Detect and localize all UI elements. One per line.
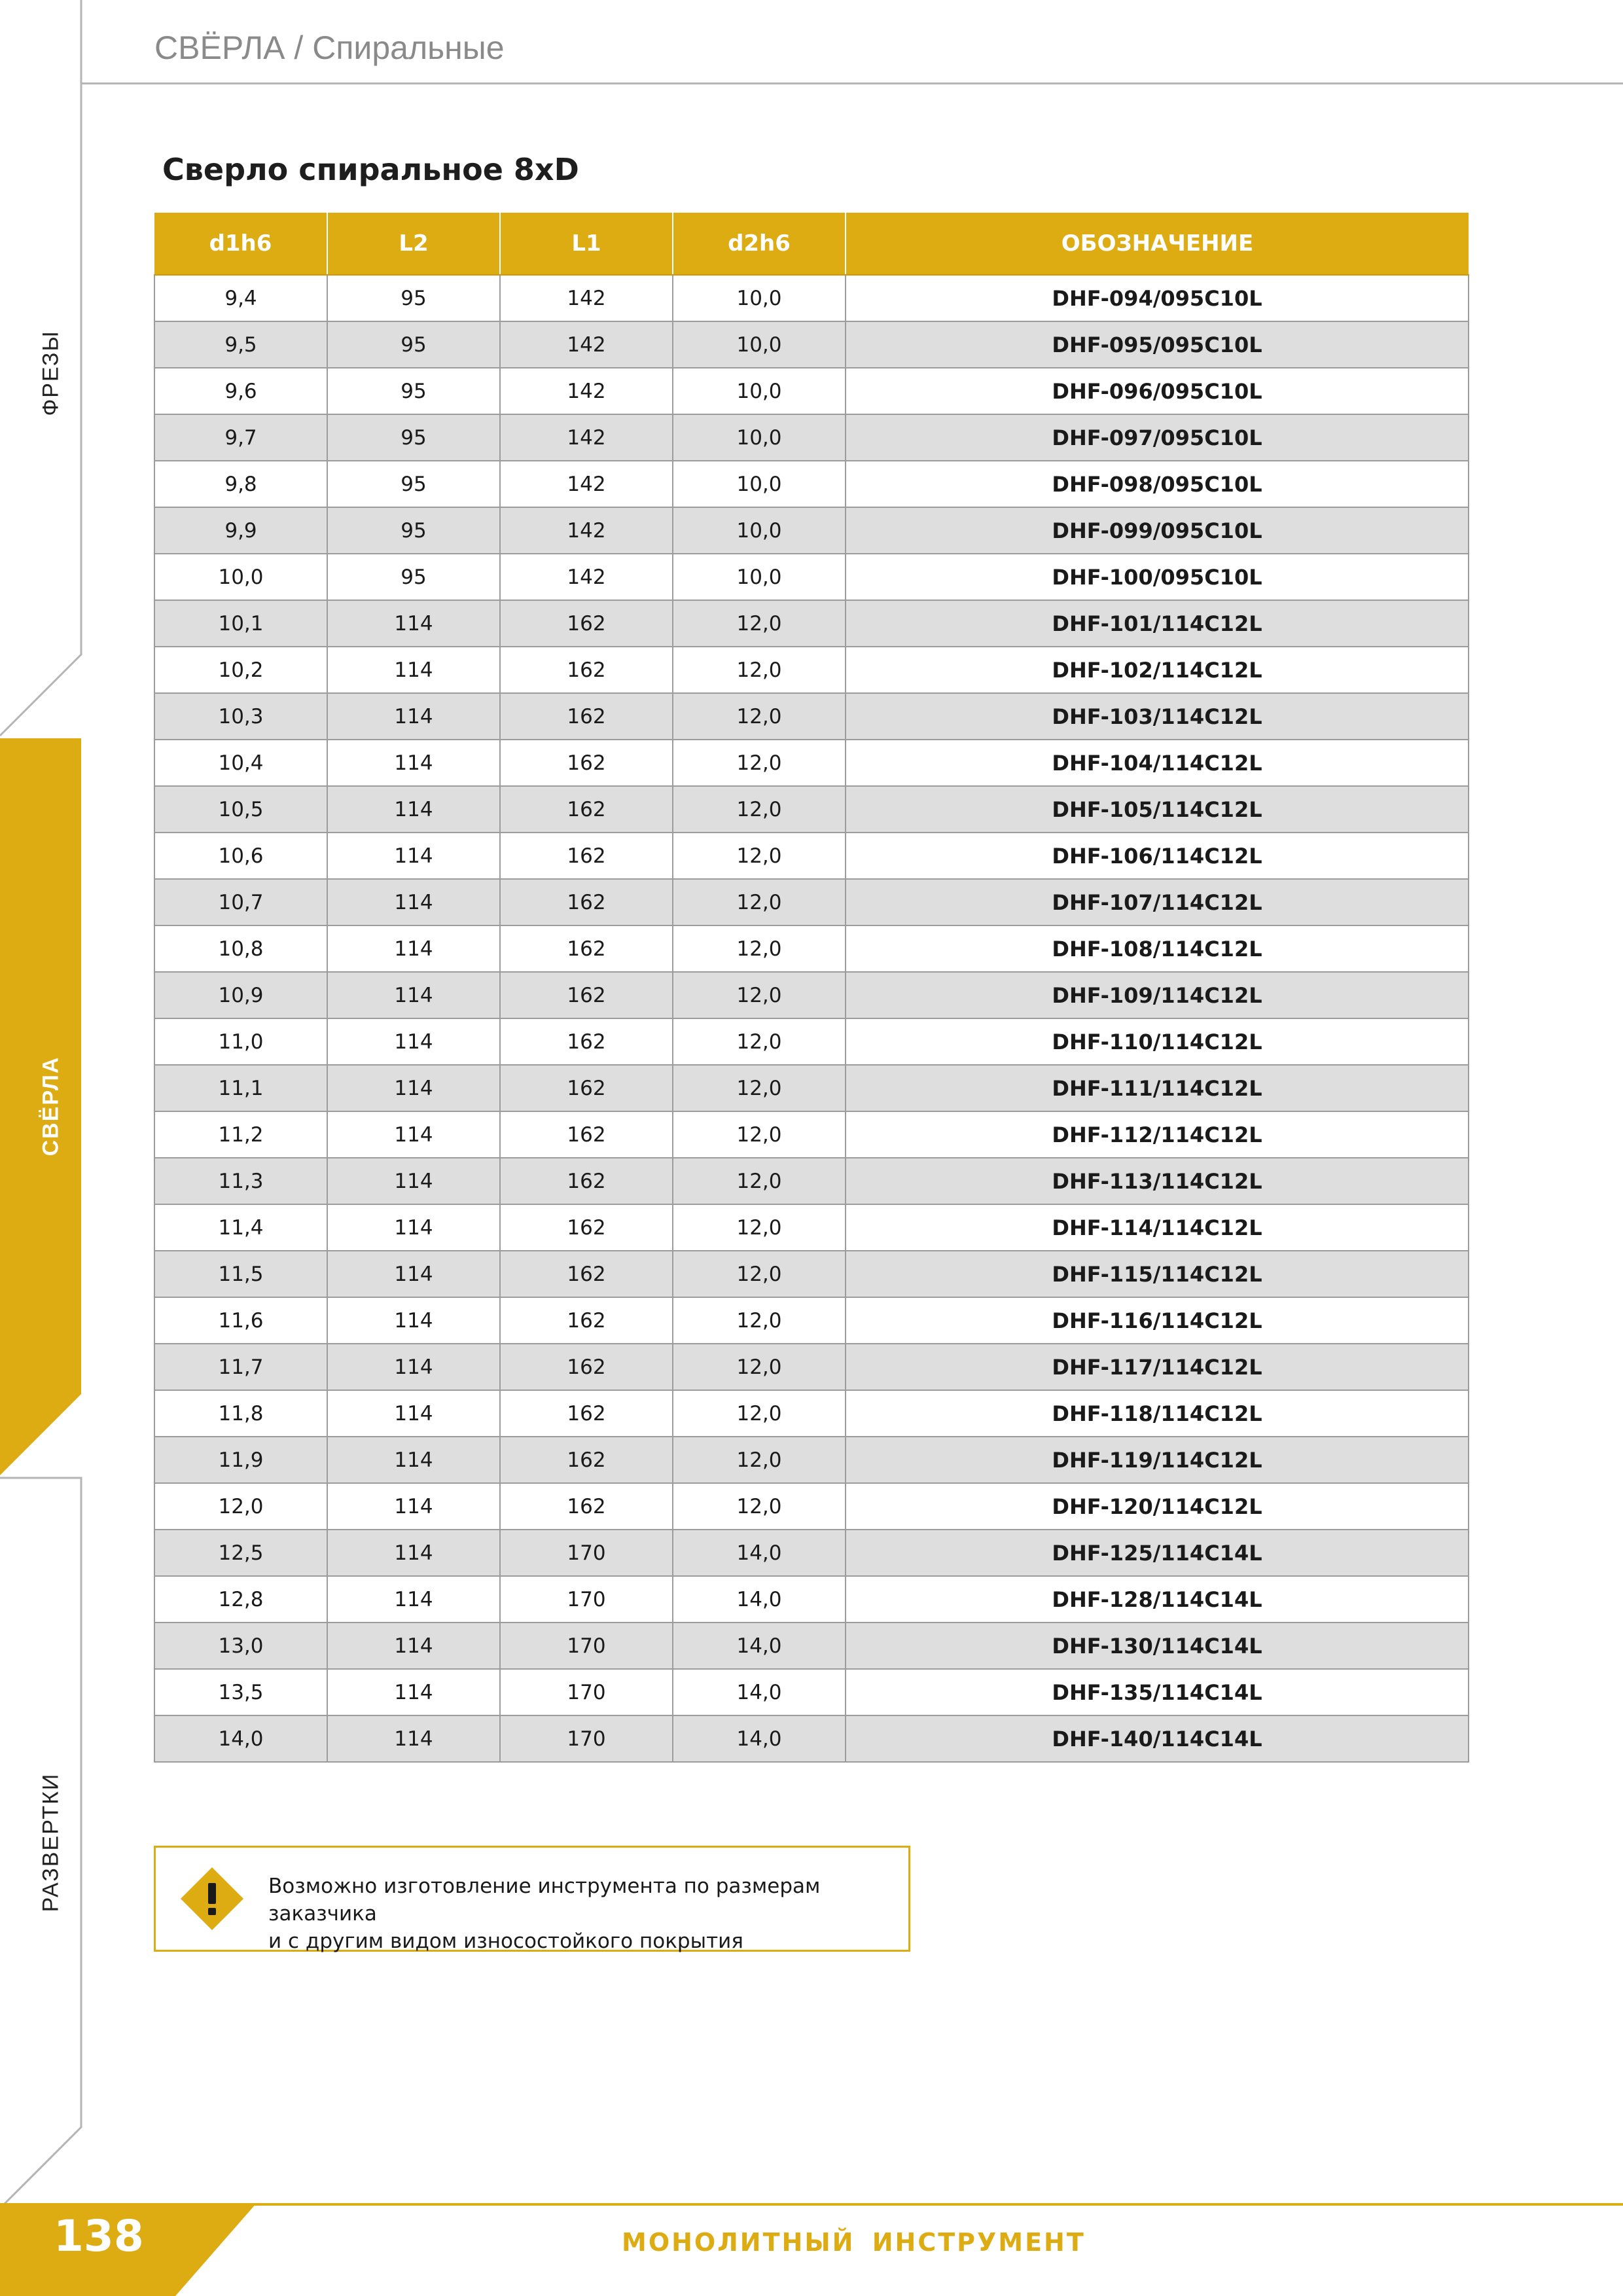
cell-l2: 114 xyxy=(327,1111,500,1158)
cell-l2: 114 xyxy=(327,786,500,833)
cell-d1h6: 11,8 xyxy=(154,1390,327,1437)
cell-l2: 114 xyxy=(327,1715,500,1762)
cell-designation: DHF-110/114C12L xyxy=(846,1018,1469,1065)
cell-designation: DHF-097/095C10L xyxy=(846,414,1469,461)
cell-d1h6: 13,5 xyxy=(154,1669,327,1715)
cell-l2: 114 xyxy=(327,1251,500,1297)
cell-l1: 162 xyxy=(500,1158,673,1204)
note-text xyxy=(268,1873,908,1955)
cell-d2h6: 14,0 xyxy=(673,1715,846,1762)
table-header-row xyxy=(154,213,1469,275)
cell-d1h6: 10,1 xyxy=(154,600,327,647)
cell-designation: DHF-120/114C12L xyxy=(846,1483,1469,1530)
cell-d1h6: 9,4 xyxy=(154,275,327,321)
cell-d2h6: 12,0 xyxy=(673,1018,846,1065)
cell-d1h6: 9,7 xyxy=(154,414,327,461)
table-row xyxy=(154,275,1469,321)
cell-d2h6: 10,0 xyxy=(673,507,846,554)
cell-l1: 162 xyxy=(500,693,673,740)
cell-l2: 114 xyxy=(327,1390,500,1437)
cell-l2: 114 xyxy=(327,1158,500,1204)
cell-d2h6: 12,0 xyxy=(673,786,846,833)
cell-l1: 142 xyxy=(500,275,673,321)
cell-d2h6: 12,0 xyxy=(673,972,846,1018)
cell-designation: DHF-119/114C12L xyxy=(846,1437,1469,1483)
table-row xyxy=(154,1111,1469,1158)
cell-l1: 162 xyxy=(500,1251,673,1297)
cell-d2h6: 14,0 xyxy=(673,1623,846,1669)
cell-designation: DHF-130/114C14L xyxy=(846,1623,1469,1669)
cell-designation: DHF-108/114C12L xyxy=(846,925,1469,972)
cell-designation: DHF-113/114C12L xyxy=(846,1158,1469,1204)
cell-l1: 162 xyxy=(500,1065,673,1111)
cell-d2h6: 12,0 xyxy=(673,740,846,786)
cell-designation: DHF-104/114C12L xyxy=(846,740,1469,786)
cell-designation: DHF-100/095C10L xyxy=(846,554,1469,600)
table-row xyxy=(154,647,1469,693)
table-row xyxy=(154,1437,1469,1483)
table-row xyxy=(154,1204,1469,1251)
cell-l2: 114 xyxy=(327,1297,500,1344)
cell-designation: DHF-094/095C10L xyxy=(846,275,1469,321)
side-tab-label: РАЗВЕРТКИ xyxy=(38,1772,63,1912)
cell-d1h6: 10,9 xyxy=(154,972,327,1018)
cell-d1h6: 11,6 xyxy=(154,1297,327,1344)
page-number: 138 xyxy=(54,2211,144,2261)
cell-l2: 114 xyxy=(327,600,500,647)
cell-d2h6: 14,0 xyxy=(673,1576,846,1623)
side-tab-label: СВЁРЛА xyxy=(38,1056,63,1157)
cell-d2h6: 12,0 xyxy=(673,879,846,925)
cell-designation: DHF-101/114C12L xyxy=(846,600,1469,647)
cell-l1: 162 xyxy=(500,647,673,693)
cell-designation: DHF-140/114C14L xyxy=(846,1715,1469,1762)
cell-d2h6: 12,0 xyxy=(673,1158,846,1204)
table-row xyxy=(154,600,1469,647)
table-row xyxy=(154,1158,1469,1204)
cell-l2: 95 xyxy=(327,275,500,321)
cell-d2h6: 12,0 xyxy=(673,833,846,879)
cell-d1h6: 11,9 xyxy=(154,1437,327,1483)
table-row xyxy=(154,1715,1469,1762)
cell-l2: 114 xyxy=(327,1018,500,1065)
footer-brand: МОНОЛИТНЫЙ ИНСТРУМЕНТ xyxy=(622,2228,1086,2257)
cell-l2: 114 xyxy=(327,1065,500,1111)
table-row xyxy=(154,1576,1469,1623)
table-row xyxy=(154,414,1469,461)
cell-d1h6: 12,0 xyxy=(154,1483,327,1530)
cell-l1: 162 xyxy=(500,1111,673,1158)
cell-d2h6: 10,0 xyxy=(673,321,846,368)
cell-d1h6: 11,1 xyxy=(154,1065,327,1111)
cell-l2: 95 xyxy=(327,507,500,554)
cell-l1: 162 xyxy=(500,1297,673,1344)
cell-designation: DHF-112/114C12L xyxy=(846,1111,1469,1158)
note-line-2: и с другим видом износостойкого покрытия xyxy=(268,1929,743,1953)
cell-d1h6: 10,3 xyxy=(154,693,327,740)
cell-l2: 114 xyxy=(327,833,500,879)
cell-l2: 114 xyxy=(327,693,500,740)
cell-d2h6: 12,0 xyxy=(673,1390,846,1437)
cell-d1h6: 9,5 xyxy=(154,321,327,368)
cell-l2: 95 xyxy=(327,321,500,368)
column-header-l2: L2 xyxy=(327,213,500,275)
table-row xyxy=(154,1018,1469,1065)
cell-d2h6: 12,0 xyxy=(673,1111,846,1158)
cell-l1: 162 xyxy=(500,972,673,1018)
table-row xyxy=(154,879,1469,925)
cell-l1: 162 xyxy=(500,600,673,647)
warning-icon xyxy=(179,1866,245,1931)
cell-designation: DHF-095/095C10L xyxy=(846,321,1469,368)
table-row xyxy=(154,554,1469,600)
cell-l2: 114 xyxy=(327,972,500,1018)
cell-l1: 162 xyxy=(500,1018,673,1065)
cell-designation: DHF-102/114C12L xyxy=(846,647,1469,693)
cell-l2: 114 xyxy=(327,1623,500,1669)
cell-d2h6: 12,0 xyxy=(673,1204,846,1251)
table-row xyxy=(154,368,1469,414)
cell-d1h6: 12,5 xyxy=(154,1530,327,1576)
cell-l2: 95 xyxy=(327,414,500,461)
custom-order-note xyxy=(154,1846,910,1952)
cell-d2h6: 14,0 xyxy=(673,1530,846,1576)
cell-designation: DHF-099/095C10L xyxy=(846,507,1469,554)
table-row xyxy=(154,461,1469,507)
table-row xyxy=(154,1669,1469,1715)
cell-l2: 114 xyxy=(327,1483,500,1530)
cell-designation: DHF-111/114C12L xyxy=(846,1065,1469,1111)
cell-d1h6: 11,0 xyxy=(154,1018,327,1065)
cell-l1: 170 xyxy=(500,1576,673,1623)
table-row xyxy=(154,321,1469,368)
cell-designation: DHF-103/114C12L xyxy=(846,693,1469,740)
cell-d1h6: 9,9 xyxy=(154,507,327,554)
cell-l1: 142 xyxy=(500,507,673,554)
cell-designation: DHF-115/114C12L xyxy=(846,1251,1469,1297)
cell-d2h6: 10,0 xyxy=(673,461,846,507)
cell-l1: 142 xyxy=(500,414,673,461)
table-row xyxy=(154,1390,1469,1437)
page-header-title: СВЁРЛА / Спиральные xyxy=(154,29,505,66)
cell-d2h6: 12,0 xyxy=(673,647,846,693)
cell-d1h6: 11,3 xyxy=(154,1158,327,1204)
cell-l2: 114 xyxy=(327,1344,500,1390)
cell-l1: 142 xyxy=(500,321,673,368)
cell-d1h6: 13,0 xyxy=(154,1623,327,1669)
cell-d1h6: 10,4 xyxy=(154,740,327,786)
cell-l2: 114 xyxy=(327,1204,500,1251)
cell-d2h6: 12,0 xyxy=(673,1437,846,1483)
column-header-d1h6: d1h6 xyxy=(154,213,327,275)
cell-designation: DHF-116/114C12L xyxy=(846,1297,1469,1344)
cell-designation: DHF-135/114C14L xyxy=(846,1669,1469,1715)
cell-l1: 162 xyxy=(500,879,673,925)
cell-d1h6: 10,5 xyxy=(154,786,327,833)
column-header-designation: ОБОЗНАЧЕНИЕ xyxy=(846,213,1469,275)
cell-d1h6: 11,5 xyxy=(154,1251,327,1297)
column-header-l1: L1 xyxy=(500,213,673,275)
cell-l1: 170 xyxy=(500,1530,673,1576)
cell-d1h6: 12,8 xyxy=(154,1576,327,1623)
table-row xyxy=(154,740,1469,786)
cell-designation: DHF-106/114C12L xyxy=(846,833,1469,879)
cell-l1: 170 xyxy=(500,1715,673,1762)
cell-d2h6: 10,0 xyxy=(673,275,846,321)
cell-l2: 95 xyxy=(327,368,500,414)
side-tab-label: ФРЕЗЫ xyxy=(38,330,63,416)
cell-designation: DHF-128/114C14L xyxy=(846,1576,1469,1623)
cell-l1: 162 xyxy=(500,1483,673,1530)
cell-d1h6: 14,0 xyxy=(154,1715,327,1762)
cell-l1: 162 xyxy=(500,740,673,786)
table-row xyxy=(154,925,1469,972)
cell-l1: 162 xyxy=(500,1344,673,1390)
cell-l1: 170 xyxy=(500,1669,673,1715)
cell-d1h6: 11,4 xyxy=(154,1204,327,1251)
cell-d2h6: 12,0 xyxy=(673,1344,846,1390)
cell-designation: DHF-109/114C12L xyxy=(846,972,1469,1018)
cell-l2: 114 xyxy=(327,1530,500,1576)
table-row xyxy=(154,693,1469,740)
cell-designation: DHF-125/114C14L xyxy=(846,1530,1469,1576)
table-row xyxy=(154,1344,1469,1390)
cell-l1: 142 xyxy=(500,554,673,600)
cell-d2h6: 12,0 xyxy=(673,1065,846,1111)
table-row xyxy=(154,1623,1469,1669)
note-line-1: Возможно изготовление инструмента по размерам заказчика xyxy=(268,1874,821,1926)
table-row xyxy=(154,1483,1469,1530)
cell-designation: DHF-114/114C12L xyxy=(846,1204,1469,1251)
cell-l1: 162 xyxy=(500,833,673,879)
cell-d1h6: 11,2 xyxy=(154,1111,327,1158)
cell-designation: DHF-105/114C12L xyxy=(846,786,1469,833)
table-row xyxy=(154,507,1469,554)
cell-d1h6: 11,7 xyxy=(154,1344,327,1390)
cell-l2: 95 xyxy=(327,554,500,600)
table-row xyxy=(154,972,1469,1018)
cell-l2: 114 xyxy=(327,740,500,786)
cell-d2h6: 14,0 xyxy=(673,1669,846,1715)
cell-d1h6: 9,8 xyxy=(154,461,327,507)
cell-l1: 162 xyxy=(500,1204,673,1251)
cell-d1h6: 9,6 xyxy=(154,368,327,414)
cell-l1: 162 xyxy=(500,786,673,833)
cell-d2h6: 12,0 xyxy=(673,693,846,740)
cell-d2h6: 10,0 xyxy=(673,414,846,461)
table-row xyxy=(154,1251,1469,1297)
cell-d2h6: 10,0 xyxy=(673,368,846,414)
cell-l1: 142 xyxy=(500,368,673,414)
cell-designation: DHF-096/095C10L xyxy=(846,368,1469,414)
cell-l1: 162 xyxy=(500,925,673,972)
cell-l2: 114 xyxy=(327,879,500,925)
cell-d2h6: 12,0 xyxy=(673,1483,846,1530)
cell-l2: 114 xyxy=(327,1669,500,1715)
table-row xyxy=(154,1065,1469,1111)
cell-l1: 170 xyxy=(500,1623,673,1669)
section-title: Сверло спиральное 8xD xyxy=(162,152,579,187)
cell-l2: 114 xyxy=(327,925,500,972)
header-divider xyxy=(81,82,1623,84)
cell-d1h6: 10,8 xyxy=(154,925,327,972)
cell-l2: 95 xyxy=(327,461,500,507)
cell-l1: 142 xyxy=(500,461,673,507)
cell-d1h6: 10,0 xyxy=(154,554,327,600)
cell-l2: 114 xyxy=(327,1437,500,1483)
table-row xyxy=(154,833,1469,879)
cell-designation: DHF-117/114C12L xyxy=(846,1344,1469,1390)
cell-d1h6: 10,7 xyxy=(154,879,327,925)
table-row xyxy=(154,1530,1469,1576)
cell-d2h6: 12,0 xyxy=(673,1251,846,1297)
cell-d2h6: 12,0 xyxy=(673,1297,846,1344)
cell-d1h6: 10,6 xyxy=(154,833,327,879)
cell-designation: DHF-107/114C12L xyxy=(846,879,1469,925)
cell-d1h6: 10,2 xyxy=(154,647,327,693)
cell-d2h6: 12,0 xyxy=(673,925,846,972)
cell-designation: DHF-118/114C12L xyxy=(846,1390,1469,1437)
cell-l2: 114 xyxy=(327,1576,500,1623)
cell-l1: 162 xyxy=(500,1390,673,1437)
cell-l2: 114 xyxy=(327,647,500,693)
column-header-d2h6: d2h6 xyxy=(673,213,846,275)
table-row xyxy=(154,1297,1469,1344)
cell-designation: DHF-098/095C10L xyxy=(846,461,1469,507)
table-row xyxy=(154,786,1469,833)
cell-d2h6: 10,0 xyxy=(673,554,846,600)
drill-spec-table xyxy=(154,213,1469,1763)
table-body xyxy=(154,275,1469,1762)
cell-l1: 162 xyxy=(500,1437,673,1483)
cell-d2h6: 12,0 xyxy=(673,600,846,647)
